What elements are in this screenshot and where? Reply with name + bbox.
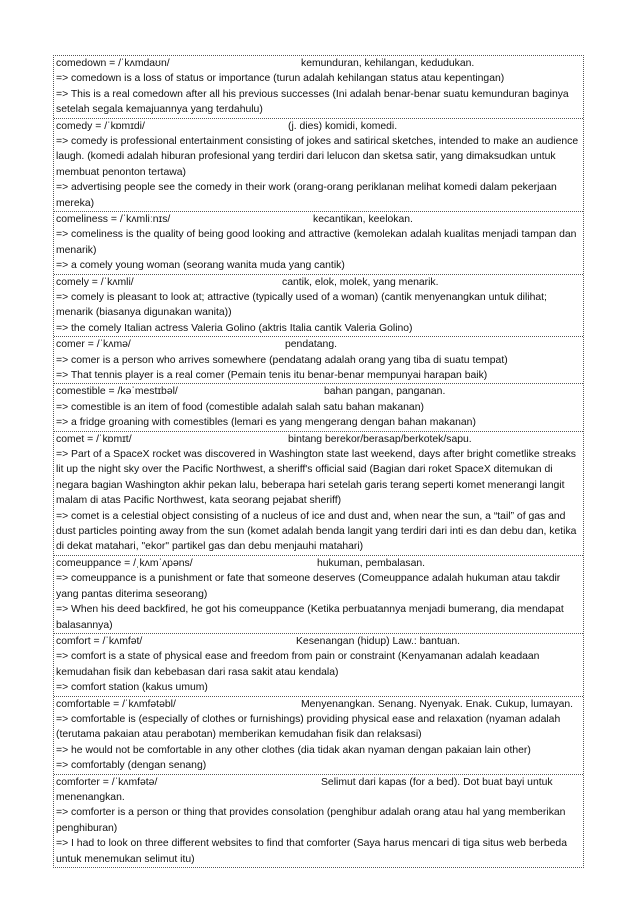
- translation: cantik, elok, molek, yang menarik.: [282, 276, 439, 288]
- example-line: => When his deed backfired, he got his comeuppance (Ketika perbuatannya menjadi bumerang, dia mendapat balasannya): [56, 604, 564, 631]
- translation: (j. dies) komidi, komedi.: [288, 120, 398, 132]
- entry-head: [56, 384, 581, 399]
- example-line: => comeliness is the quality of being good looking and attractive (kemolekan adalah kualitas menjadi tampan dan menarik): [56, 229, 577, 256]
- example-line: => comedy is professional entertainment consisting of jokes and satirical sketches, intended to make an audience laugh. (komedi adalah hiburan profesional yang terdiri dari lelucon dan sketsa satir, yang dimaksudkan untuk membuat penonton tertawa): [56, 136, 579, 178]
- example-line: => advertising people see the comedy in their work (orang-orang periklanan melihat komedi dalam pekerjaan mereka): [56, 182, 557, 209]
- entry-head: [56, 775, 581, 806]
- entry-comeuppance: [54, 556, 583, 634]
- entry-head: [56, 337, 581, 352]
- headword: comfortable = /ˈkʌmfətəbl/: [56, 698, 176, 710]
- headword: comforter = /ˈkʌmfətə/: [56, 776, 158, 788]
- entry-head: [56, 212, 581, 227]
- entry-comet: [54, 432, 583, 556]
- example-line: => he would not be comfortable in any other clothes (dia tidak akan nyaman dengan pakaian lain other): [56, 744, 531, 756]
- headword: comeliness = /ˈkʌmliːnɪs/: [56, 214, 171, 226]
- headword: comeuppance = /ˌkʌmˈʌpəns/: [56, 557, 193, 569]
- example-line: => comely is pleasant to look at; attractive (typically used of a woman) (cantik menyenangkan untuk dilihat; menarik (biasanya digunakan wanita)): [56, 292, 547, 319]
- translation: Menyenangkan. Senang. Nyenyak. Enak. Cukup, lumayan.: [301, 698, 574, 710]
- translation: hukuman, pembalasan.: [317, 557, 426, 569]
- translation: bahan pangan, panganan.: [324, 386, 446, 398]
- entry-comedy: [54, 119, 583, 212]
- translation: Kesenangan (hidup) Law.: bantuan.: [296, 635, 461, 647]
- example-line: => a comely young woman (seorang wanita muda yang cantik): [56, 260, 345, 272]
- example-line: => This is a real comedown after all his previous successes (Ini adalah benar-benar suatu kemunduran baginya setelah segala kemajuannya yang terdahulu): [56, 88, 569, 116]
- example-line: => comfortable is (especially of clothes or furnishings) providing physical ease and relaxation (nyaman adalah (terutama pakaian atau perabotan) memberikan kemudahan fisik dan relaksasi): [56, 713, 561, 741]
- entry-head: [56, 275, 581, 290]
- headword: comedown = /ˈkʌmdaʊn/: [56, 58, 170, 69]
- headword: comestible = /kəˈmestɪbəl/: [56, 386, 178, 398]
- headword: comedy = /ˈkɒmɪdi/: [56, 120, 145, 132]
- translation: pendatang.: [285, 339, 338, 351]
- entry-comfort: [54, 634, 583, 697]
- translation: kemunduran, kehilangan, kedudukan.: [301, 58, 475, 69]
- headword: comely = /ˈkʌmli/: [56, 276, 134, 288]
- entry-comer: [54, 337, 583, 384]
- entry-comestible: [54, 384, 583, 431]
- headword: comet = /ˈkɒmɪt/: [56, 433, 132, 445]
- entry-head: [56, 697, 581, 712]
- example-line: => comfort station (kakus umum): [56, 682, 208, 694]
- entry-comely: [54, 275, 583, 338]
- headword: comfort = /ˈkʌmfət/: [56, 635, 143, 647]
- example-line: => the comely Italian actress Valeria Golino (aktris Italia cantik Valeria Golino): [56, 322, 413, 334]
- translation: Selimut dari kapas (for a bed). Dot buat bayi untuk menenangkan.: [56, 776, 553, 803]
- translation: bintang berekor/berasap/berkotek/sapu.: [288, 433, 472, 445]
- example-line: => comet is a celestial object consisting of a nucleus of ice and dust and, when near the sun, a “tail” of gas and dust particles pointing away from the sun (komet adalah benda langit yang terdiri dari inti es dan debu dan, ketika di dekat matahari, "ekor" partikel gas dan debu menjauhi matahari): [56, 510, 577, 553]
- dictionary-table: [53, 55, 584, 868]
- entry-head: [56, 634, 581, 649]
- example-line: => comforter is a person or thing that provides consolation (penghibur adalah orang atau hal yang memberikan penghiburan): [56, 807, 566, 834]
- example-line: => comer is a person who arrives somewhere (pendatang adalah orang yang tiba di suatu tempat): [56, 354, 508, 366]
- entry-head: [56, 556, 581, 571]
- entry-comfortable: [54, 697, 583, 775]
- example-line: => comfortably (dengan senang): [56, 760, 207, 772]
- translation: kecantikan, keelokan.: [313, 214, 413, 226]
- example-line: => comfort is a state of physical ease and freedom from pain or constraint (Kenyamanan adalah keadaan kemudahan fisik dan kebebasan dari rasa sakit atau kendala): [56, 651, 540, 678]
- entry-head: [56, 56, 581, 71]
- headword: comer = /ˈkʌmə/: [56, 339, 131, 351]
- entry-head: [56, 119, 581, 134]
- entry-comeliness: [54, 212, 583, 275]
- entry-comedown: [54, 56, 583, 119]
- entry-comforter: [54, 775, 583, 867]
- example-line: => I had to look on three different websites to find that comforter (Saya harus mencari di tiga situs web berbeda untuk menemukan selimut itu): [56, 838, 567, 865]
- example-line: => comeuppance is a punishment or fate that someone deserves (Comeuppance adalah hukuman atau takdir yang pantas diterima seseorang): [56, 573, 561, 600]
- example-line: => That tennis player is a real comer (Pemain tenis itu benar-benar mempunyai harapan baik): [56, 370, 488, 382]
- entry-head: [56, 432, 581, 447]
- example-line: => comestible is an item of food (comestible adalah salah satu bahan makanan): [56, 401, 424, 413]
- example-line: => Part of a SpaceX rocket was discovered in Washington state last weekend, days after bright cometlike streaks lit up the night sky over the Pacific Northwest, a sheriff's official said (Bagian dari roket SpaceX ditemukan di negara bagian Washington akhir pekan lalu, beberapa hari setelah garis terang seperti komet menerangi langit malam di atas Pacific Northwest, kata seorang pejabat sheriff): [56, 449, 576, 507]
- example-line: => a fridge groaning with comestibles (lemari es yang mengerang dengan bahan makanan): [56, 417, 476, 429]
- example-line: => comedown is a loss of status or importance (turun adalah kehilangan status atau kepentingan): [56, 73, 505, 85]
